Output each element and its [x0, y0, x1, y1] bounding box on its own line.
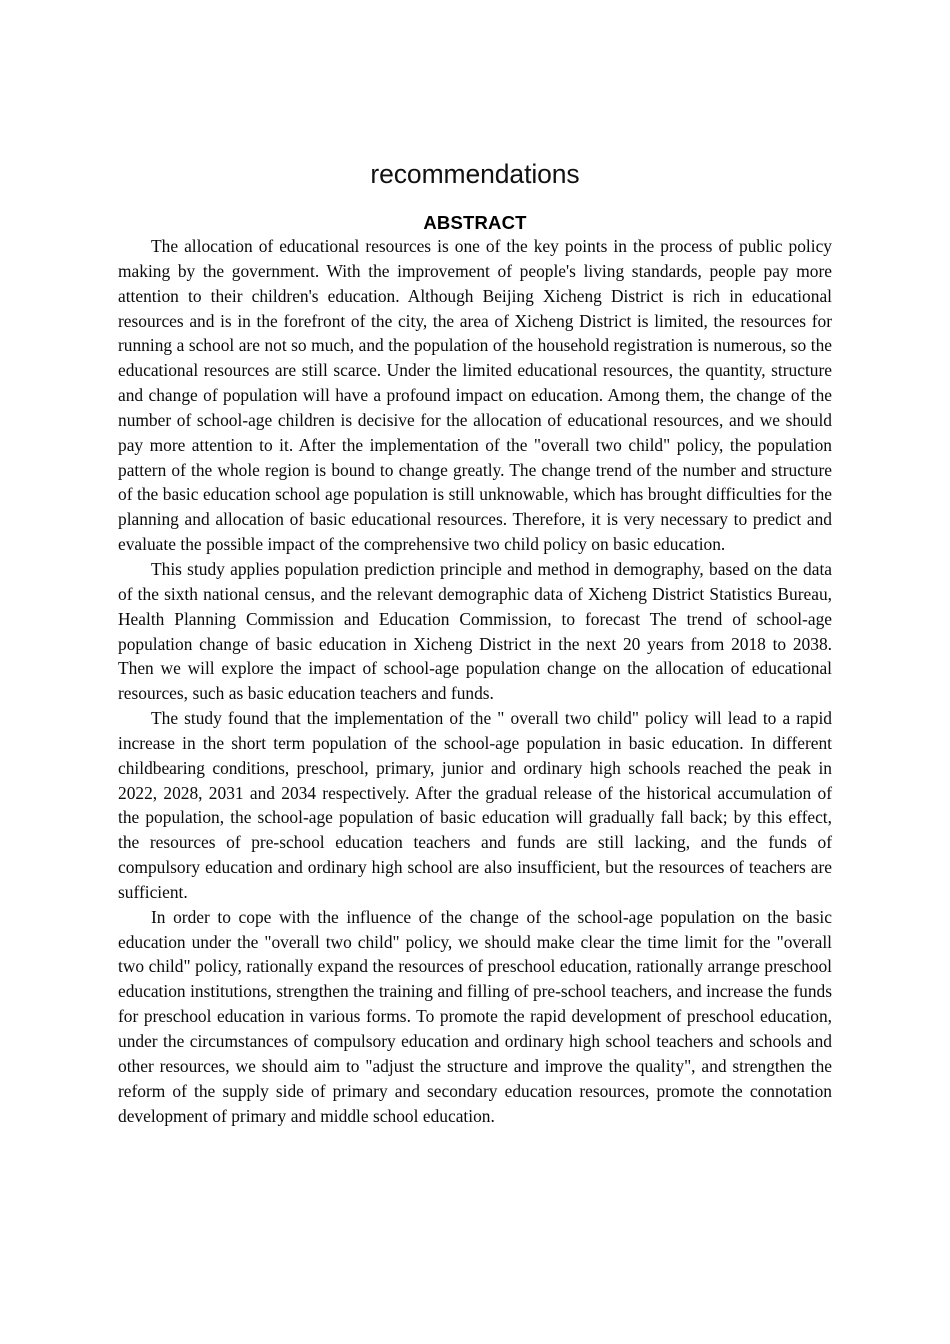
abstract-paragraph-1: The allocation of educational resources is one of the key points in the process of public policy making by the government. With the improvement of people's living standards, people pay more attention to their children's education. Although Beijing Xicheng District is rich in educational resources and is in the forefront of the city, the area of Xicheng District is limited, the resources for running a school are not so much, and the population of the household registration is numerous, so the educational resources are still scarce. Under the limited educational resources, the quantity, structure and change of population will have a profound impact on education. Among them, the change of the number of school-age children is decisive for the allocation of educational resources, and we should pay more attention to it. After the implementation of the "overall two child" policy, the population pattern of the whole region is bound to change greatly. The change trend of the number and structure of the basic education school age population is still unknowable, which has brought difficulties for the planning and allocation of basic educational resources. Therefore, it is very necessary to predict and evaluate the possible impact of the comprehensive two child policy on basic education. [118, 236, 832, 555]
page-title: recommendations [370, 158, 580, 189]
abstract-heading: ABSTRACT [423, 212, 527, 234]
abstract-paragraph-4: In order to cope with the influence of the change of the school-age population on the basic education under the "overall two child" policy, we should make clear the time limit for the "overall two child" policy, rationally expand the resources of preschool education, rationally arrange preschool education institutions, strengthen the training and filling of pre-school teachers, and increase the funds for preschool education in various forms. To promote the rapid development of preschool education, under the circumstances of compulsory education and ordinary high school teachers and schools and other resources, we should aim to "adjust the structure and improve the quality", and strengthen the reform of the supply side of primary and secondary education resources, promote the connotation development of primary and middle school education. [118, 906, 832, 1126]
abstract-body [118, 234, 832, 1128]
abstract-paragraph-2: This study applies population prediction principle and method in demography, based on the data of the sixth national census, and the relevant demographic data of Xicheng District Statistics Bureau, Health Planning Commission and Education Commission, to forecast The trend of school-age population change of basic education in Xicheng District in the next 20 years from 2018 to 2038. Then we will explore the impact of school-age population change on the allocation of educational resources, such as basic education teachers and funds. [118, 558, 832, 704]
abstract-paragraph-3: The study found that the implementation of the " overall two child" policy will lead to a rapid increase in the short term population of the school-age population in basic education. In different childbearing conditions, preschool, primary, junior and ordinary high schools reached the peak in 2022, 2028, 2031 and 2034 respectively. After the gradual release of the historical accumulation of the population, the school-age population of basic education will gradually fall back; by this effect, the resources of pre-school education teachers and funds are still lacking, and the funds of compulsory education and ordinary high school are also insufficient, but the resources of teachers are sufficient. [118, 708, 832, 902]
